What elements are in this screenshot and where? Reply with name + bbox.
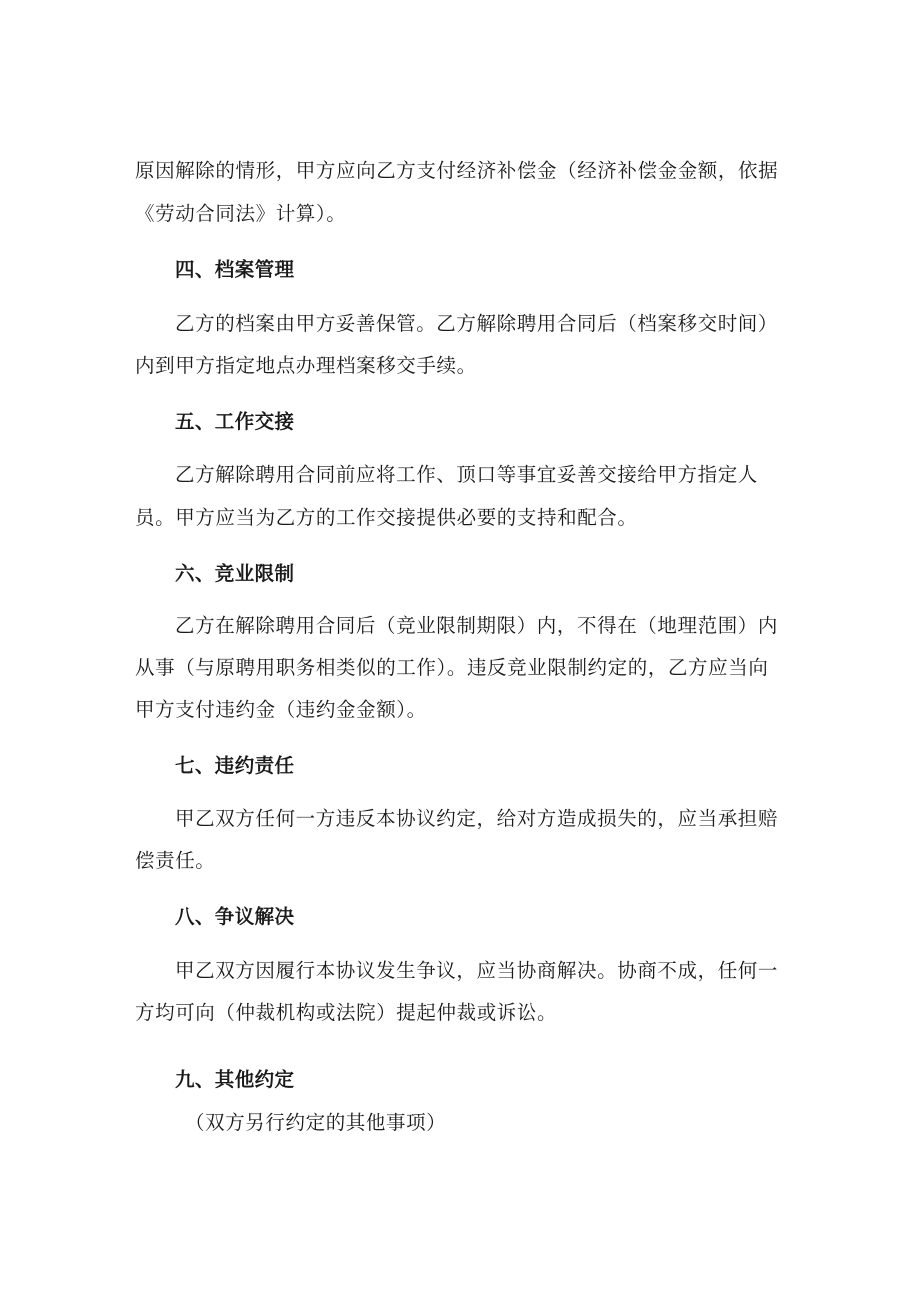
dispute-line-1: 甲乙双方因履行本协议发生争议，应当协商解决。协商不成，任何一 [175,959,779,982]
handover-line-2: 员。甲方应当为乙方的工作交接提供必要的支持和配合。 [135,506,638,529]
archive-line-1: 乙方的档案由甲方妥善保管。乙方解除聘用合同后（档案移交时间） [175,312,779,335]
section-heading-noncompete: 六、竞业限制 [175,562,295,585]
section-heading-handover: 五、工作交接 [175,410,295,433]
liability-line-1: 甲乙双方任何一方违反本协议约定，给对方造成损失的，应当承担赔 [175,807,779,830]
noncompete-line-2: 从事（与原聘用职务相类似的工作）。违反竞业限制约定的，乙方应当向 [135,656,769,679]
noncompete-line-3: 甲方支付违约金（违约金金额）。 [135,698,427,721]
intro-line-2: 《劳动合同法》计算）。 [135,202,347,225]
handover-line-1: 乙方解除聘用合同前应将工作、顶口等事宜妥善交接给甲方指定人 [175,463,758,486]
noncompete-line-1: 乙方在解除聘用合同后（竞业限制期限）内，不得在（地理范围）内 [175,614,779,637]
section-heading-dispute: 八、争议解决 [175,905,295,928]
intro-line-1: 原因解除的情形，甲方应向乙方支付经济补偿金（经济补偿金金额，依据 [135,159,779,182]
dispute-line-2: 方均可向（仲裁机构或法院）提起仲裁或诉讼。 [135,1001,558,1024]
section-heading-liability: 七、违约责任 [175,754,295,777]
section-heading-archive: 四、档案管理 [175,258,295,281]
archive-line-2: 内到甲方指定地点办理档案移交手续。 [135,354,477,377]
other-note: （双方另行约定的其他事项） [185,1111,447,1134]
section-heading-other: 九、其他约定 [175,1068,295,1091]
liability-line-2: 偿责任。 [135,849,216,872]
